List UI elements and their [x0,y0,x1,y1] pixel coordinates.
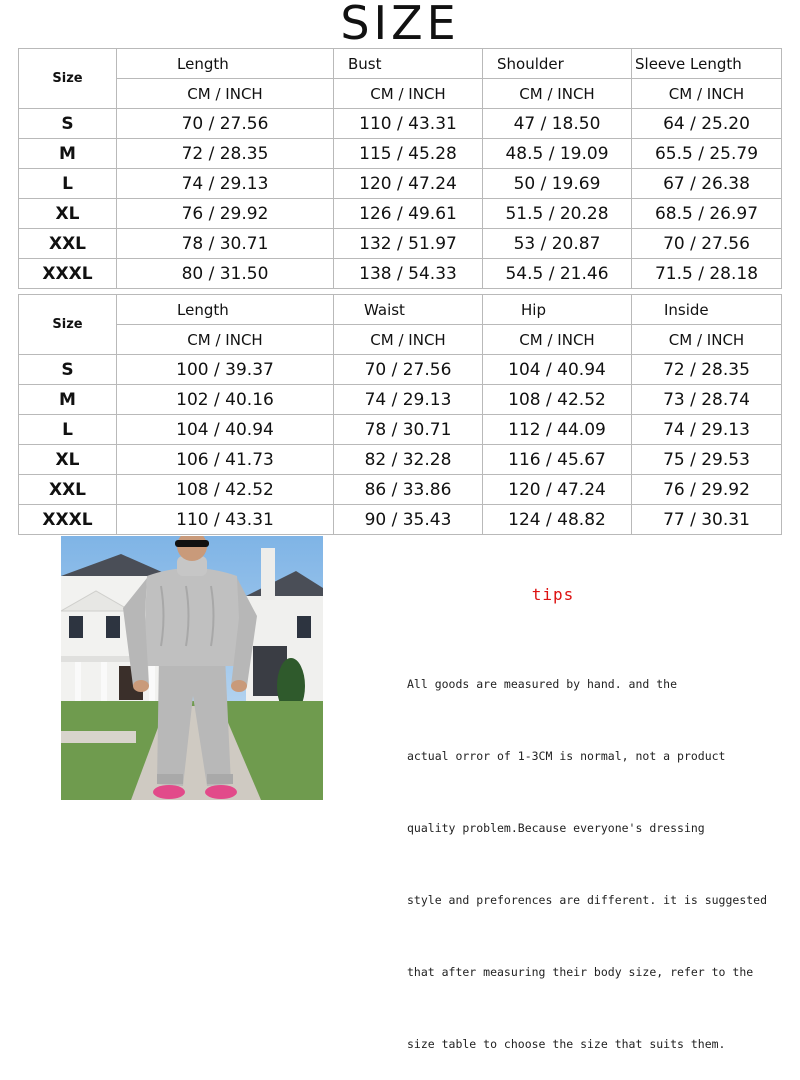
value-cell: 65.5 / 25.79 [632,139,782,169]
value-cell: 82 / 32.28 [334,445,483,475]
table-row [19,109,782,139]
table-row [19,229,782,259]
column-header-length: Length [117,295,334,325]
tips-line: that after measuring their body size, refer to the [407,965,754,979]
unit-label: CM / INCH [117,325,334,355]
size-cell: XXXL [19,259,117,289]
tips-title: tips [531,585,575,604]
size-header: Size [19,295,117,355]
tips-line: size table to choose the size that suits them. [407,1037,726,1051]
value-cell: 68.5 / 26.97 [632,199,782,229]
tips-line: style and preforences are different. it is suggested [407,893,768,907]
table-row [19,259,782,289]
table-row [19,445,782,475]
unit-label: CM / INCH [334,325,483,355]
value-cell: 50 / 19.69 [483,169,632,199]
value-cell: 116 / 45.67 [483,445,632,475]
size-cell: XL [19,199,117,229]
value-cell: 126 / 49.61 [334,199,483,229]
top-size-table [18,48,782,289]
table-row [19,139,782,169]
size-cell: XL [19,445,117,475]
size-cell: S [19,109,117,139]
value-cell: 108 / 42.52 [117,475,334,505]
unit-label: CM / INCH [117,79,334,109]
value-cell: 70 / 27.56 [334,355,483,385]
table-row [19,199,782,229]
table-row [19,355,782,385]
unit-label: CM / INCH [632,325,782,355]
value-cell: 104 / 40.94 [483,355,632,385]
value-cell: 102 / 40.16 [117,385,334,415]
size-cell: XXL [19,229,117,259]
value-cell: 110 / 43.31 [334,109,483,139]
value-cell: 51.5 / 20.28 [483,199,632,229]
size-cell: XXL [19,475,117,505]
value-cell: 70 / 27.56 [117,109,334,139]
value-cell: 108 / 42.52 [483,385,632,415]
page-title: SIZE [340,0,460,50]
column-header-hip: Hip [483,295,632,325]
value-cell: 100 / 39.37 [117,355,334,385]
column-header-sleeve-length: Sleeve Length [632,49,782,79]
value-cell: 70 / 27.56 [632,229,782,259]
column-header-inside: Inside [632,295,782,325]
table-row [19,415,782,445]
value-cell: 86 / 33.86 [334,475,483,505]
value-cell: 78 / 30.71 [334,415,483,445]
value-cell: 80 / 31.50 [117,259,334,289]
value-cell: 74 / 29.13 [632,415,782,445]
value-cell: 132 / 51.97 [334,229,483,259]
value-cell: 138 / 54.33 [334,259,483,289]
value-cell: 74 / 29.13 [334,385,483,415]
value-cell: 77 / 30.31 [632,505,782,535]
value-cell: 54.5 / 21.46 [483,259,632,289]
value-cell: 76 / 29.92 [117,199,334,229]
value-cell: 112 / 44.09 [483,415,632,445]
column-header-bust: Bust [334,49,483,79]
size-cell: L [19,169,117,199]
column-header-shoulder: Shoulder [483,49,632,79]
column-header-length: Length [117,49,334,79]
tips-line: All goods are measured by hand. and the [407,677,678,691]
table-row [19,385,782,415]
unit-label: CM / INCH [632,79,782,109]
value-cell: 78 / 30.71 [117,229,334,259]
value-cell: 67 / 26.38 [632,169,782,199]
value-cell: 120 / 47.24 [483,475,632,505]
value-cell: 72 / 28.35 [632,355,782,385]
value-cell: 115 / 45.28 [334,139,483,169]
value-cell: 104 / 40.94 [117,415,334,445]
value-cell: 124 / 48.82 [483,505,632,535]
size-cell: M [19,139,117,169]
value-cell: 75 / 29.53 [632,445,782,475]
unit-label: CM / INCH [483,325,632,355]
unit-label: CM / INCH [334,79,483,109]
tips-line: actual orror of 1-3CM is normal, not a product [407,749,726,763]
size-header: Size [19,49,117,109]
table-row [19,169,782,199]
value-cell: 106 / 41.73 [117,445,334,475]
column-header-waist: Waist [334,295,483,325]
table-row [19,505,782,535]
size-cell: S [19,355,117,385]
tips-text [407,624,787,1080]
size-cell: XXXL [19,505,117,535]
value-cell: 120 / 47.24 [334,169,483,199]
product-photo [61,536,323,800]
value-cell: 53 / 20.87 [483,229,632,259]
tips-line: quality problem.Because everyone's dressing [407,821,705,835]
value-cell: 73 / 28.74 [632,385,782,415]
unit-label: CM / INCH [483,79,632,109]
value-cell: 90 / 35.43 [334,505,483,535]
value-cell: 72 / 28.35 [117,139,334,169]
bottom-size-table [18,294,782,535]
value-cell: 64 / 25.20 [632,109,782,139]
value-cell: 74 / 29.13 [117,169,334,199]
value-cell: 47 / 18.50 [483,109,632,139]
table-row [19,475,782,505]
value-cell: 71.5 / 28.18 [632,259,782,289]
value-cell: 76 / 29.92 [632,475,782,505]
value-cell: 48.5 / 19.09 [483,139,632,169]
size-cell: L [19,415,117,445]
size-cell: M [19,385,117,415]
value-cell: 110 / 43.31 [117,505,334,535]
